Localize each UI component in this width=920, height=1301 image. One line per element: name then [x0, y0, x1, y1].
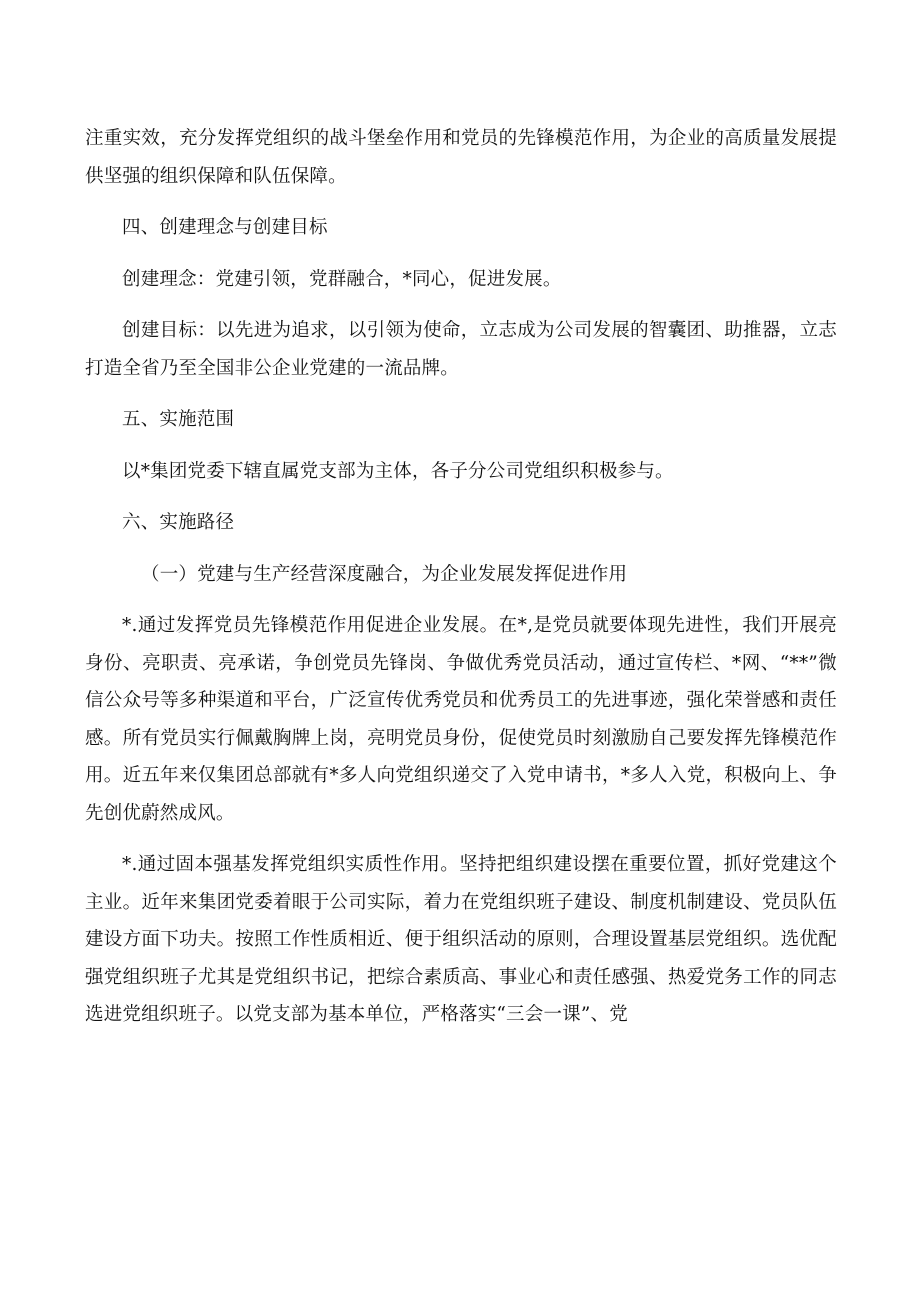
paragraph-vanguard-role: *.通过发挥党员先锋模范作用促进企业发展。在*,是党员就要体现先进性，我们开展亮身份、亮职责、亮承诺，争创党员先锋岗、争做优秀党员活动，通过宣传栏、*网、“**”微信公众号等多种渠道和平台，广泛宣传优秀党员和优秀员工的先进事迹，强化荣誉感和责任感。所有党员实行佩戴胸牌上岗，亮明党员身份，促使党员时刻激励自己要发挥先锋模范作用。近五年来仅集团总部就有*多人向党组织递交了入党申请书，*多人入党，积极向上、争先创优蔚然成风。	[85, 615, 837, 824]
paragraph-organization-role: *.通过固本强基发挥党组织实质性作用。坚持把组织建设摆在重要位置，抓好党建这个主业。近年来集团党委着眼于公司实际，着力在党组织班子建设、制度机制建设、党员队伍建设方面下功夫。按照工作性质相近、便于组织活动的原则，合理设置基层党组织。选优配强党组织班子尤其是党组织书记，把综合素质高、事业心和责任感强、热爱党务工作的同志选进党组织班子。以党支部为基本单位，严格落实“三会一课”、党	[85, 854, 837, 1025]
document-body	[85, 120, 837, 1034]
subsection-heading-integration: （一）党建与生产经营深度融合，为企业发展发挥促进作用	[141, 563, 628, 585]
section-heading-path: 六、实施路径	[122, 512, 235, 533]
paragraph-creation-goal: 创建目标：以先进为追求，以引领为使命，立志成为公司发展的智囊团、助推器，立志打造全省乃至全国非公企业党建的一流品牌。	[85, 320, 837, 379]
paragraph-intro-continuation: 注重实效，充分发挥党组织的战斗堡垒作用和党员的先锋模范作用，为企业的高质量发展提供坚强的组织保障和队伍保障。	[85, 128, 837, 187]
paragraph-scope: 以*集团党委下辖直属党支部为主体，各子分公司党组织积极参与。	[122, 460, 674, 482]
section-heading-concept-goal: 四、创建理念与创建目标	[122, 217, 328, 238]
paragraph-creation-concept: 创建理念：党建引领，党群融合，*同心，促进发展。	[122, 268, 562, 290]
section-heading-scope: 五、实施范围	[122, 409, 235, 430]
